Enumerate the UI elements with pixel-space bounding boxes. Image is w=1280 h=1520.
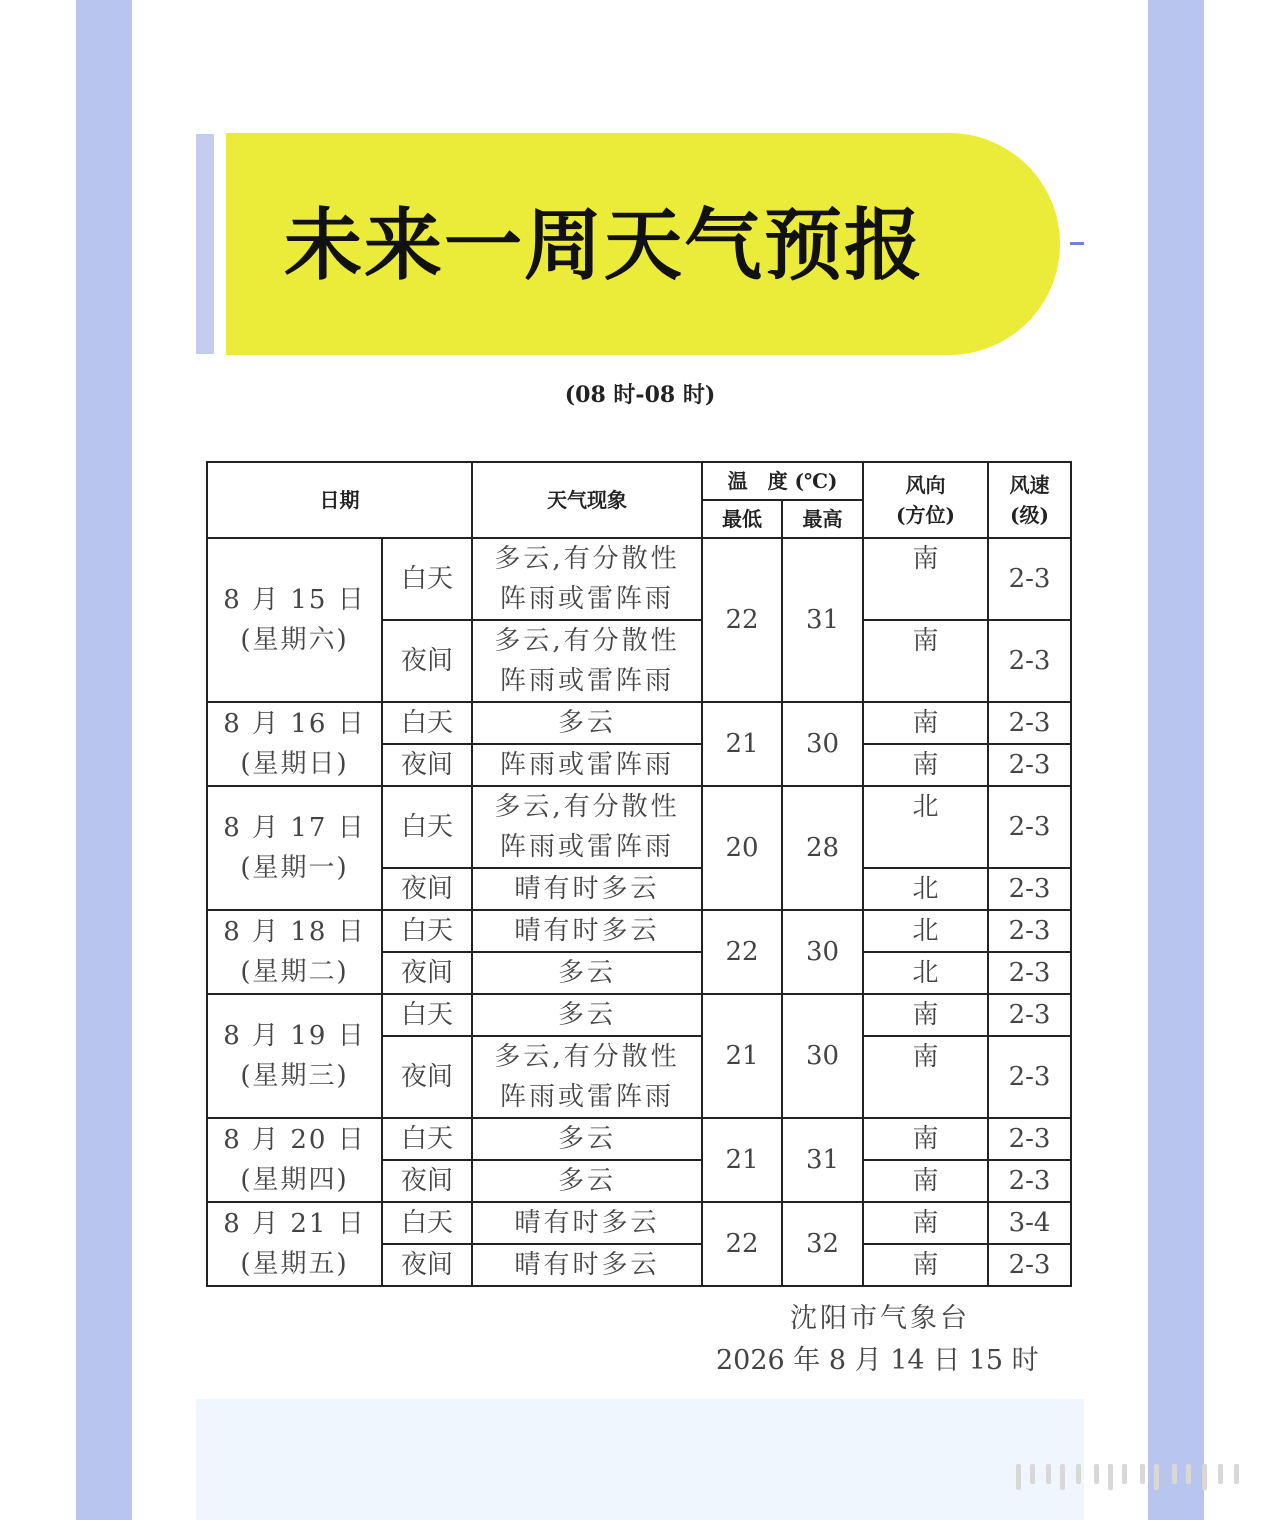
day-date-cell	[207, 910, 382, 994]
weather-text: 多云,有分散性	[494, 544, 680, 574]
temp-high: 31	[782, 1118, 863, 1202]
wind-speed: 2-3	[988, 868, 1071, 910]
wind-speed: 2-3	[988, 786, 1071, 868]
header-temp-low: 最低	[702, 500, 782, 538]
wind-direction: 北	[863, 910, 988, 952]
wind-speed: 2-3	[988, 1036, 1071, 1118]
weather-text: 晴有时多云	[514, 916, 660, 946]
wind-direction: 南	[863, 1244, 988, 1286]
day-weekday: (星期五)	[240, 1249, 349, 1279]
temp-low: 22	[702, 538, 782, 702]
left-side-band	[76, 0, 132, 1520]
weather-text: 多云,有分散性	[494, 626, 680, 656]
forecast-row	[207, 1202, 1071, 1244]
weather-text: 晴有时多云	[514, 1208, 660, 1238]
watermark-bar	[1076, 1464, 1081, 1484]
wind-direction: 南	[863, 994, 988, 1036]
header-row	[207, 462, 1071, 500]
weather-cell	[472, 1202, 702, 1244]
wind-direction: 南	[863, 744, 988, 786]
temp-high: 32	[782, 1202, 863, 1286]
watermark-bar	[1234, 1464, 1239, 1484]
wind-direction: 南	[863, 1036, 988, 1118]
title-dash-mark	[1070, 242, 1084, 245]
weather-cell	[472, 994, 702, 1036]
header-temp-high: 最高	[782, 500, 863, 538]
header-wind-direction	[863, 462, 988, 538]
header-wind-speed-line: (级)	[1010, 503, 1049, 527]
wind-speed: 2-3	[988, 910, 1071, 952]
wind-speed: 2-3	[988, 702, 1071, 744]
day-weekday: (星期日)	[240, 749, 349, 779]
title-accent-bar	[196, 134, 214, 354]
weather-cell	[472, 868, 702, 910]
weather-text: 多云,有分散性	[494, 792, 680, 822]
header-wind-direction-line: 风向	[905, 473, 946, 497]
forecast-row	[207, 702, 1071, 744]
day-weekday: (星期三)	[240, 1061, 349, 1091]
temp-high: 28	[782, 786, 863, 910]
watermark-bar	[1094, 1464, 1099, 1484]
header-date: 日期	[207, 462, 472, 538]
forecast-row	[207, 1118, 1071, 1160]
weather-cell	[472, 1160, 702, 1202]
watermark-bar	[1172, 1464, 1177, 1484]
period-label: 夜间	[382, 1244, 472, 1286]
temp-low: 21	[702, 994, 782, 1118]
period-label: 白天	[382, 910, 472, 952]
forecast-row	[207, 994, 1071, 1036]
wind-direction: 南	[863, 538, 988, 620]
day-date-cell	[207, 1118, 382, 1202]
forecast-row	[207, 786, 1071, 868]
wind-speed: 2-3	[988, 744, 1071, 786]
weather-cell	[472, 1118, 702, 1160]
wind-speed: 2-3	[988, 952, 1071, 994]
day-date: 8 月 15 日	[223, 585, 366, 615]
temp-high: 30	[782, 994, 863, 1118]
weather-cell	[472, 786, 702, 868]
wind-speed: 2-3	[988, 538, 1071, 620]
bottom-panel	[196, 1399, 1084, 1520]
period-label: 白天	[382, 1202, 472, 1244]
watermark-bar	[1030, 1464, 1035, 1484]
weather-cell	[472, 910, 702, 952]
period-label: 白天	[382, 538, 472, 620]
day-date-cell	[207, 994, 382, 1118]
weather-text: 阵雨或雷阵雨	[499, 666, 674, 696]
day-weekday: (星期四)	[240, 1165, 349, 1195]
issue-time: 2026 年 8 月 14 日 15 时	[716, 1345, 1039, 1376]
day-date-cell	[207, 786, 382, 910]
watermark-bar	[1218, 1464, 1223, 1484]
temp-high: 30	[782, 910, 863, 994]
weather-cell	[472, 620, 702, 702]
day-date-cell	[207, 702, 382, 786]
header-wind-speed-line: 风速	[1009, 473, 1050, 497]
wind-direction: 北	[863, 952, 988, 994]
weather-text: 阵雨或雷阵雨	[499, 832, 674, 862]
period-label: 白天	[382, 702, 472, 744]
weather-cell	[472, 1244, 702, 1286]
temp-high: 31	[782, 538, 863, 702]
weather-text: 多云	[557, 958, 616, 988]
day-date: 8 月 19 日	[223, 1021, 366, 1051]
temp-low: 21	[702, 1118, 782, 1202]
day-date-cell	[207, 538, 382, 702]
weather-text: 晴有时多云	[514, 1250, 660, 1280]
day-date: 8 月 18 日	[223, 917, 366, 947]
wind-direction: 南	[863, 1160, 988, 1202]
header-temperature: 温 度 (℃)	[702, 462, 863, 500]
wind-direction: 南	[863, 1202, 988, 1244]
temp-low: 22	[702, 910, 782, 994]
forecast-row	[207, 910, 1071, 952]
weather-cell	[472, 1036, 702, 1118]
watermark-bar	[1016, 1464, 1021, 1490]
temp-low: 21	[702, 702, 782, 786]
weather-text: 多云	[557, 1000, 616, 1030]
temp-low: 20	[702, 786, 782, 910]
header-wind-speed	[988, 462, 1071, 538]
weather-text: 阵雨或雷阵雨	[499, 584, 674, 614]
weather-text: 阵雨或雷阵雨	[499, 1082, 674, 1112]
day-weekday: (星期二)	[240, 957, 349, 987]
wind-speed: 2-3	[988, 620, 1071, 702]
forecast-period: (08 时-08 时)	[564, 382, 716, 408]
weather-text: 多云	[557, 708, 616, 738]
temp-high: 30	[782, 702, 863, 786]
period-label: 白天	[382, 994, 472, 1036]
temp-low: 22	[702, 1202, 782, 1286]
weather-cell	[472, 538, 702, 620]
wind-direction: 南	[863, 1118, 988, 1160]
header-weather: 天气现象	[472, 462, 702, 538]
page-title: 未来一周天气预报	[284, 201, 925, 291]
forecast-row	[207, 538, 1071, 620]
day-date-cell	[207, 1202, 382, 1286]
watermark-icon	[1016, 1456, 1256, 1496]
weather-cell	[472, 744, 702, 786]
weather-text: 多云	[557, 1124, 616, 1154]
wind-speed: 2-3	[988, 1244, 1071, 1286]
period-label: 夜间	[382, 620, 472, 702]
watermark-bar	[1122, 1464, 1127, 1484]
day-weekday: (星期六)	[240, 625, 349, 655]
weather-text: 晴有时多云	[514, 874, 660, 904]
wind-speed: 2-3	[988, 1118, 1071, 1160]
weather-cell	[472, 952, 702, 994]
watermark-bar	[1140, 1464, 1145, 1484]
wind-direction: 北	[863, 868, 988, 910]
watermark-bar	[1060, 1464, 1065, 1490]
forecast-table-body	[207, 462, 1071, 1286]
wind-direction: 南	[863, 702, 988, 744]
day-date: 8 月 17 日	[223, 813, 366, 843]
forecast-table	[206, 461, 1072, 1287]
wind-direction: 南	[863, 620, 988, 702]
day-date: 8 月 16 日	[223, 709, 366, 739]
day-date: 8 月 21 日	[223, 1209, 366, 1239]
watermark-bar	[1202, 1464, 1207, 1490]
period-label: 夜间	[382, 1160, 472, 1202]
wind-speed: 2-3	[988, 994, 1071, 1036]
weather-cell	[472, 702, 702, 744]
weather-text: 多云	[557, 1166, 616, 1196]
watermark-bar	[1046, 1464, 1051, 1484]
watermark-bar	[1186, 1464, 1191, 1484]
weather-text: 多云,有分散性	[494, 1042, 680, 1072]
right-side-band	[1148, 0, 1204, 1520]
watermark-bar	[1108, 1464, 1113, 1490]
issuing-office: 沈阳市气象台	[790, 1303, 970, 1334]
wind-speed: 2-3	[988, 1160, 1071, 1202]
period-label: 白天	[382, 786, 472, 868]
day-weekday: (星期一)	[240, 853, 349, 883]
period-label: 夜间	[382, 868, 472, 910]
period-label: 夜间	[382, 952, 472, 994]
weather-text: 阵雨或雷阵雨	[499, 750, 674, 780]
period-label: 夜间	[382, 744, 472, 786]
period-label: 夜间	[382, 1036, 472, 1118]
wind-direction: 北	[863, 786, 988, 868]
wind-speed: 3-4	[988, 1202, 1071, 1244]
watermark-bar	[1154, 1464, 1159, 1490]
day-date: 8 月 20 日	[223, 1125, 366, 1155]
period-label: 白天	[382, 1118, 472, 1160]
header-wind-direction-line: (方位)	[896, 503, 955, 527]
